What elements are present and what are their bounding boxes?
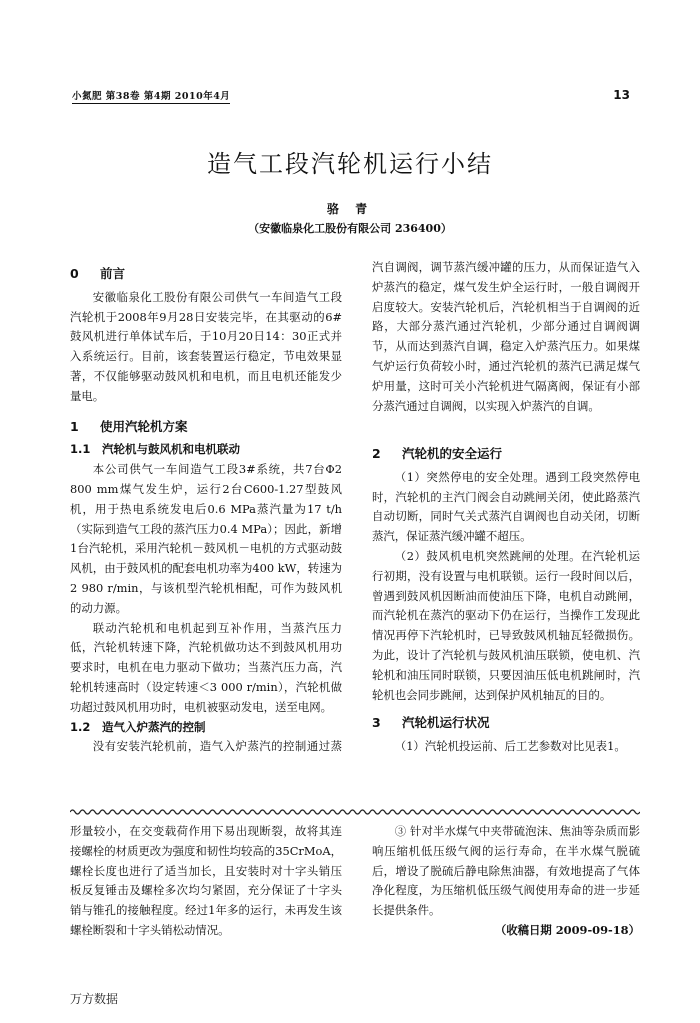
- section-title: 前言: [100, 266, 126, 281]
- section-title: 使用汽轮机方案: [100, 418, 188, 434]
- subsection-heading: [70, 440, 342, 460]
- affiliation: （安徽临泉化工股份有限公司 236400）: [248, 222, 452, 235]
- journal-info: 小氮肥 第38卷 第4期 2010年4月: [72, 88, 230, 104]
- wavy-divider: [70, 808, 640, 816]
- subsection-title: 汽轮机与鼓风机和电机联动: [102, 442, 240, 457]
- section-heading: [372, 444, 640, 464]
- section-heading: [372, 713, 640, 733]
- section-title: 汽轮机运行状况: [402, 715, 490, 731]
- section-title: 汽轮机的安全运行: [402, 446, 503, 461]
- page-number: 13: [613, 88, 630, 102]
- left-column: [70, 258, 342, 757]
- received-date: （收稿日期 2009-09-18）: [494, 922, 640, 937]
- subsection-heading: [70, 718, 342, 738]
- subsection-number: 1.2: [70, 719, 91, 734]
- other-article-right: ③ 针对半水煤气中夹带硫泡沫、焦油等杂质而影响压缩机低压级气阀的运行寿命，在半水煤气脱硫后，增设了脱硫后静电除焦油器，有效地提高了气体净化程度，为压缩机低压级气阀使用寿命的进一步延长提供条件。: [372, 824, 640, 918]
- lower-left-column: [70, 822, 342, 941]
- author: 骆 青: [326, 202, 374, 216]
- paragraph-1-1a: 本公司供气一车间造气工段3#系统，共7台Φ2 800 mm煤气发生炉，运行2台C600-1.27型鼓风机，用于热电系统发电后0.6 MPa蒸汽量为17 t/h（实际到造气工段的蒸汽压力0.4 MPa）；因此，新增1台汽轮机，采用汽轮机－鼓风机－电机的方式驱动鼓风机，由于鼓风机的配套电机功率为400 kW，转速为2 980 r/min，与该机型汽轮机相配，可作为鼓风机的动力源。: [70, 462, 342, 615]
- section-number: 0: [70, 266, 79, 281]
- watermark: 万方数据: [70, 992, 119, 1006]
- other-article-left: 形量较小，在交变载荷作用下易出现断裂，故将其连接螺栓的材质更改为强度和韧性均较高的35CrMoA，螺栓长度也进行了适当加长，且安装时对十字头销压板反复锤击及螺栓多次均匀紧固，充分保证了十字头销与锥孔的接触程度。经过1年多的运行，未再发生该螺栓断裂和十字头销松动情况。: [70, 824, 342, 937]
- paragraph-3-1: （1）汽轮机投运前、后工艺参数对比见表1。: [394, 739, 626, 754]
- section-number: 2: [372, 446, 381, 461]
- subsection-number: 1.1: [70, 442, 91, 457]
- article-title: 造气工段汽轮机运行小结: [207, 150, 493, 178]
- section-number: 3: [372, 715, 381, 731]
- paragraph-2-1: （1）突然停电的安全处理。遇到工段突然停电时，汽轮机的主汽门阀会自动跳闸关闭，使此路蒸汽自动切断，同时气关式蒸汽自调阀也自动关闭，切断蒸汽，保证蒸汽缓冲罐不超压。: [372, 469, 640, 544]
- section-heading: [70, 417, 342, 437]
- paragraph-intro: 安徽临泉化工股份有限公司供气一车间造气工段汽轮机于2008年9月28日安装完毕，在其驱动的6#鼓风机进行单体试车后，于10月20日14：30正式并入系统运行。目前，该套装置运行稳定，节电效果显著，不仅能够驱动鼓风机和电机，而且电机还能发少量电。: [70, 289, 342, 403]
- lower-right-column: [372, 822, 640, 941]
- right-column: [372, 258, 640, 757]
- section-heading: [70, 264, 342, 284]
- section-number: 1: [70, 418, 79, 434]
- paragraph-1-1b: 联动汽轮机和电机起到互补作用，当蒸汽压力低，汽轮机转速下降，汽轮机做功达不到鼓风机用功要求时，电机在电力驱动下做功；当蒸汽压力高，汽轮机转速高时（设定转速＜3 000 r/min），汽轮机做功超过鼓风机用功时，电机被驱动发电，送至电网。: [70, 620, 342, 714]
- paragraph-1-2-tail: 汽自调阀，调节蒸汽缓冲罐的压力，从而保证造气入炉蒸汽的稳定，煤气发生炉全运行时，一般自调阀开启度较大。安装汽轮机后，汽轮机相当于自调阀的近路，大部分蒸汽通过汽轮机，少部分通过自调阀调节，从而达到蒸汽自调，稳定入炉蒸汽压力。如果煤气炉运行负荷较小时，通过汽轮机的蒸汽已满足煤气炉用量，这时可关小汽轮机进气隔离阀，保证有小部分蒸汽通过自调阀，以实现入炉蒸汽的自调。: [372, 260, 640, 413]
- paragraph-1-2: 没有安装汽轮机前，造气入炉蒸汽的控制通过蒸: [92, 739, 342, 754]
- running-header: [72, 88, 630, 106]
- subsection-title: 造气入炉蒸汽的控制: [102, 719, 206, 734]
- paragraph-1-2-continued: [372, 258, 640, 436]
- paragraph-2-2: （2）鼓风机电机突然跳闸的处理。在汽轮机运行初期，没有设置与电机联锁。运行一段时间以后，曾遇到鼓风机因断油而使油压下降，电机自动跳闸，而汽轮机在蒸汽的驱动下仍在运行，当操作工发现此情况再停下汽轮机时，已导致鼓风机轴瓦轻微损伤。为此，设计了汽轮机与鼓风机油压联锁，使电机、汽轮机和油压同时联锁，只要因油压低电机跳闸时，汽轮机也会同步跳闸，达到保护风机轴瓦的目的。: [372, 548, 640, 702]
